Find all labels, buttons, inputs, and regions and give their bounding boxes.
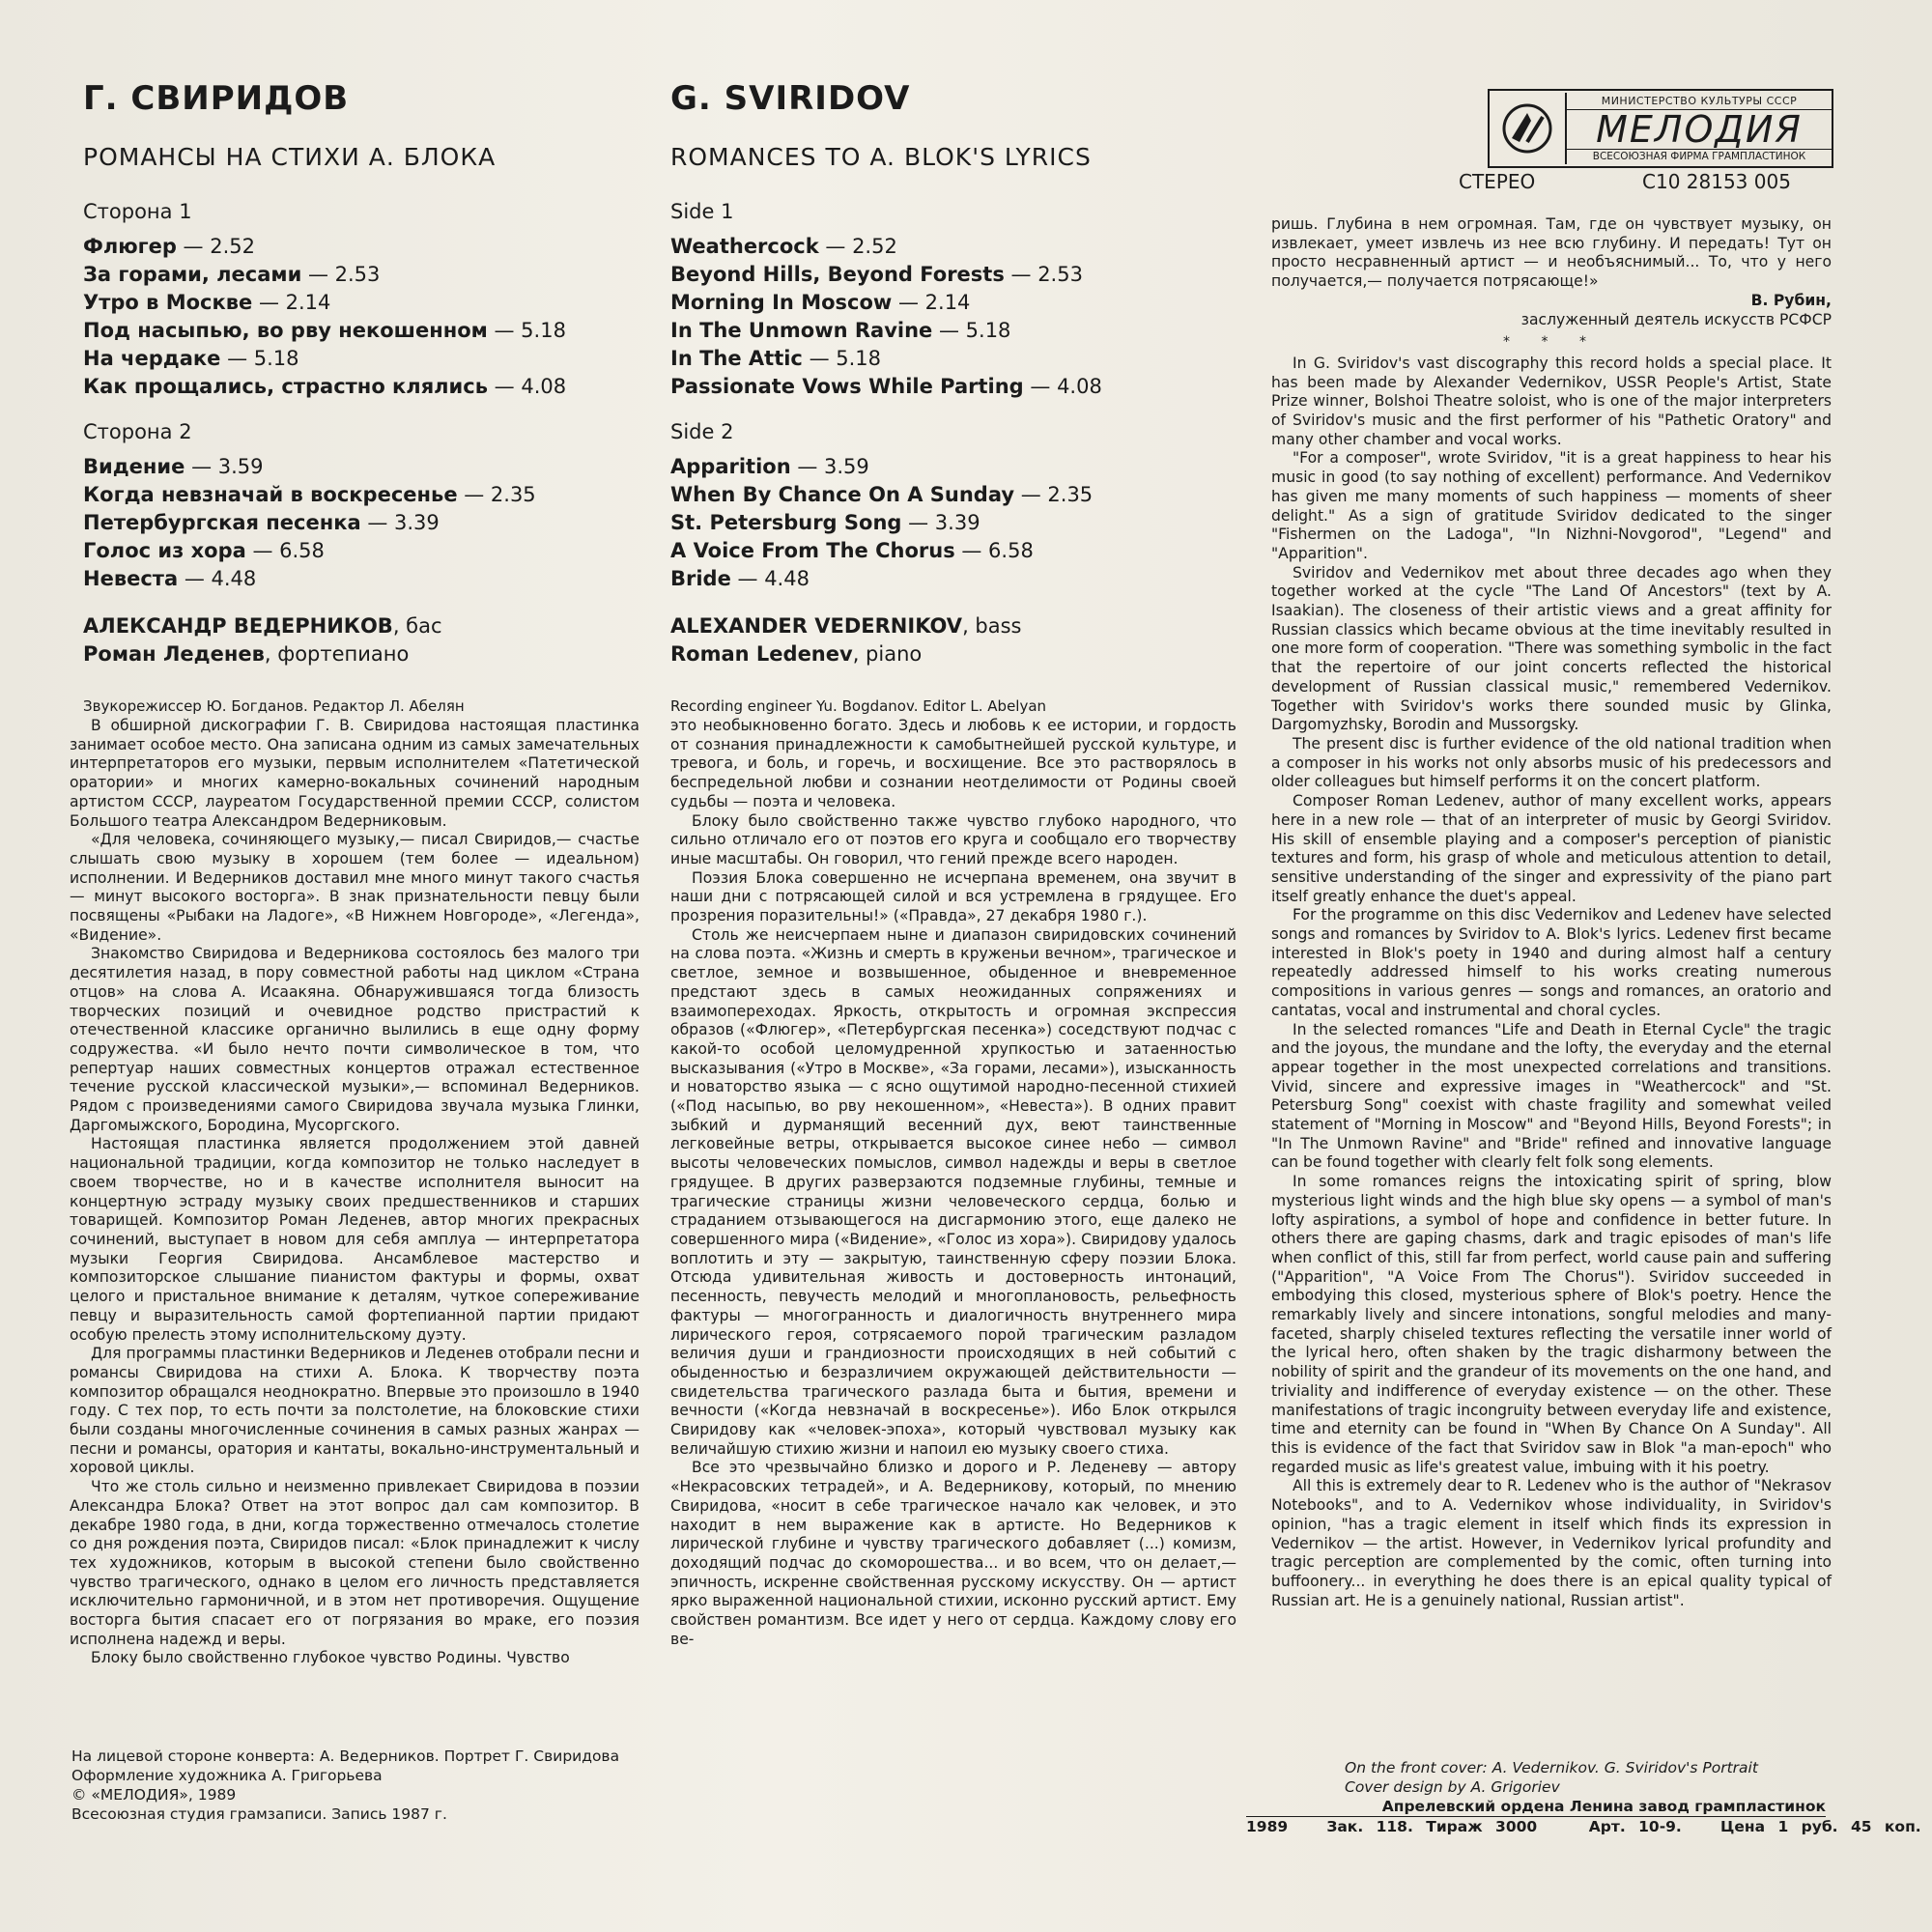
- catalog-number: С10 28153 005: [1642, 170, 1791, 193]
- track: Passionate Vows While Parting — 4.08: [670, 375, 1102, 398]
- track: Как прощались, страстно клялись — 4.08: [83, 375, 567, 398]
- paragraph: В обширной дискографии Г. В. Свиридова настоящая пластинка занимает особое место. Она записана одним из самых замечательных интерпретаторов его музыки, первым исполнителем «Патетической оратории» и многих камерно-вокальных сочинений народным артистом СССР, лауреатом Государственной премии СССР, солистом Большого театра Александром Ведерниковым.: [70, 717, 639, 830]
- paragraph: Все это чрезвычайно близко и дорого и Р. Леденеву — автору «Некрасовских тетрадей», и А. Ведерникову, который, по мнению Свиридова, «носит в себе трагическое начало как человек, и это находит в нем выражение как в артисте. Но Ведерников к лирической глубине и чувству трагического добавляет (...) комизм, доходящий подчас до скоморошества... и во всем, что он делает,— эпичность, искренне свойственная русскому искусству. Он — артист ярко выраженной национальной стихии, исконно русский артист. Ему свойствен романтизм. Все идет у него от сердца. Каждому слову его ве-: [670, 1459, 1236, 1648]
- side1-label-en: Side 1: [670, 200, 734, 223]
- track: Beyond Hills, Beyond Forests — 2.53: [670, 263, 1083, 286]
- paragraph: ришь. Глубина в нем огромная. Там, где он чувствует музыку, он извлекает, умеет извлечь из нее всю глубину. И передать! Тут он просто несравненный артист — и необъяснимый... То, что у него получается,— получается потрясающе!»: [1271, 215, 1832, 291]
- signature: [1271, 292, 1832, 329]
- paragraph: Для программы пластинки Ведерников и Леденев отобрали песни и романсы Свиридова на стихи А. Блока. К творчеству поэта композитор обращался неоднократно. Впервые это произошло в 1940 году. С тех пор, то есть почти за полстолетие, на блоковские стихи были созданы многочисленные сочинения в самых разных жанрах — песни и романсы, оратория и кантаты, вокально-инструментальный и хоровой циклы.: [70, 1345, 639, 1477]
- paragraph: Что же столь сильно и неизменно привлекает Свиридова в поэзии Александра Блока? Ответ на этот вопрос дал сам композитор. В декабре 1980 года, в дни, когда торжественно отмечалось столетие со дня рождения поэта, Свиридов писал: «Блок принадлежит к числу тех художников, которым в высокой степени было свойственно чувство трагического, однако в целом его личность представляется исключительно гармоничной, и в этом нет противоречия. Ощущение восторга бытия спасает его от погрязания во мраке, его поэзия исполнена надежд и веры.: [70, 1478, 639, 1648]
- track: Apparition — 3.59: [670, 455, 869, 478]
- track: When By Chance On A Sunday — 2.35: [670, 483, 1094, 506]
- credit-en: Recording engineer Yu. Bogdanov. Editor L. Abelyan: [670, 697, 1047, 715]
- performers-en: ALEXANDER VEDERNIKOV, bass Roman Ledenev, piano: [670, 614, 1022, 666]
- track: Morning In Moscow — 2.14: [670, 291, 971, 314]
- paragraph: «Для человека, сочиняющего музыку,— писал Свиридов,— счастье слышать свою музыку в хорошем (тем более — идеальном) исполнении. И Ведерников доставил мне много минут такого счастья — минут высокого восторга». В знак признательности певцу были посвящены «Рыбаки на Ладоге», «В Нижнем Новгороде», «Легенда», «Видение».: [70, 831, 639, 944]
- signature-title: заслуженный деятель искусств РСФСР: [1520, 310, 1832, 328]
- track: Видение — 3.59: [83, 455, 264, 478]
- paragraph: Настоящая пластинка является продолжением этой давней национальной традиции, когда композитор не только наследует в своем творчестве, но и в качестве исполнителя выносит на концертную эстраду музыку своих предшественников и старших товарищей. Композитор Роман Леденев, автор многих прекрасных сочинений, выступает в новом для себя амплуа — интерпретатора музыки Георгия Свиридова. Ансамблевое мастерство и композиторское слышание пианистом фактуры и формы, охват целого и пристальное внимание к деталям, чуткое сопереживание певцу и выразительность самой фортепианной партии придают особую прелесть этому исполнительскому дуэту.: [70, 1135, 639, 1344]
- paragraph: All this is extremely dear to R. Ledenev who is the author of "Nekrasov Notebooks", and to A. Vedernikov whose individuality, in Sviridov's opinion, "has a tragic element in itself which finds its expression in Vedernikov — the artist. However, in Vedernikov lyrical profundity and tragic perception are complemented by the comic, often turning into buffoonery... in everything he does there is an epical quality typical of Russian art. He is a genuinely national, Russian artist".: [1271, 1477, 1832, 1609]
- firm-label: ВСЕСОЮЗНАЯ ФИРМА ГРАМПЛАСТИНОК: [1567, 149, 1832, 162]
- track: За горами, лесами — 2.53: [83, 263, 381, 286]
- print-info: [1246, 1797, 1921, 1836]
- composer-ru: Г. СВИРИДОВ: [83, 79, 350, 118]
- paragraph: In some romances reigns the intoxicating spirit of spring, blow mysterious light winds and the high blue sky opens — a symbol of man's lofty aspirations, a symbol of hope and confidence in better future. In others there are gaping chasms, dark and tragic episodes of man's life when conflict of this, still far from perfect, world cause pain and suffering ("Apparition", "A Voice From The Chorus"). Sviridov succeeded in embodying this closed, mysterious sphere of Blok's poetry. Hence the remarkably lively and sincere intonations, songful melodies and many-faceted, sharply chiseled textures reflecting the versatile inner world of the lyrical hero, often shaken by the tragic disharmony between the nobility of spirit and the grandeur of its movements on the one hand, and triviality and indifference of everyday existence — on the other. These manifestations of tragic incongruity between everyday life and existence, time and eternity can be found in "When By Chance On A Sunday". All this is evidence of the fact that Sviridov saw in Blok "a man-epoch" who regarded music as life's greatest value, imbuing with it his poetry.: [1271, 1173, 1832, 1476]
- footer-line: On the front cover: A. Vedernikov. G. Sviridov's Portrait: [1345, 1759, 1758, 1776]
- melodiya-logo: [1488, 89, 1833, 168]
- side1-label-ru: Сторона 1: [83, 200, 192, 223]
- title-en: ROMANCES TO A. BLOK'S LYRICS: [670, 143, 1092, 171]
- credit-ru: Звукорежиссер Ю. Богданов. Редактор Л. Абелян: [83, 697, 465, 715]
- notes-ru-column-2: [670, 717, 1236, 1649]
- english-tracklist: [670, 79, 1250, 715]
- footer-line: На лицевой стороне конверта: А. Ведерников. Портрет Г. Свиридова: [71, 1747, 620, 1765]
- track: Bride — 4.48: [670, 567, 810, 590]
- composer-en: G. SVIRIDOV: [670, 79, 911, 118]
- title-ru: РОМАНСЫ НА СТИХИ А. БЛОКА: [83, 143, 497, 171]
- footer-line: Cover design by A. Grigoriev: [1345, 1778, 1560, 1796]
- notes-column-3: [1271, 215, 1832, 1610]
- side2-tracks-ru: [83, 453, 643, 593]
- track: Утро в Москве — 2.14: [83, 291, 331, 314]
- paragraph: Столь же неисчерпаем ныне и диапазон свиридовских сочинений на слова поэта. «Жизнь и смерть в круженьи вечном», трагическое и светлое, земное и возвышенное, обыденное и вневременное предстают здесь в самых неожиданных сопряжениях и взаимопереходах. Яркость, открытость и огромная экспрессия образов («Флюгер», «Петербургская песенка») соседствуют подчас с какой-то особой целомудренной хрупкостью и затаенностью высказывания («Утро в Москве», «За горами, лесами»), изысканность и новаторство языка — с ясно ощутимой народно-песенной стихией («Под насыпью, во рву некошенном», «Невеста»). В одних правит зыбкий и дурманящий весенний дух, веют таинственные легковейные ветры, открывается высокое синее небо — символ высоты человеческих помыслов, символ надежды и веры в светлое грядущее. В других разверзаются подземные глубины, темные и трагические страницы жизни человеческого сердца, болью и страданием отзывающегося на дисгармонию этого, еще далеко не совершенного мира («Видение», «Голос из хора»). Свиридову удалось воплотить и эту — закрытую, таинственную сферу поэзии Блока. Отсюда удивительная живость и достоверность интонаций, песенность, певучесть мелодий и многоплановость, рельефность фактуры — многогранность и диалогичность внутреннего мира лирического героя, сотрясаемого порой трагическим разладом величия души и грандиозности происходящих в ней событий с обыденностью и безразличием окружающей действительности — свидетельства трагического разлада быта и бытия, времени и вечности («Когда невзначай в воскресенье»). Ибо Блок открылся Свиридову как «человек-эпоха», который чувствовал музыку как величайшую стихию жизни и напоил ею музыку своего стиха.: [670, 925, 1236, 1458]
- footer-line: © «МЕЛОДИЯ», 1989: [71, 1786, 237, 1804]
- track: Голос из хора — 6.58: [83, 539, 325, 562]
- russian-tracklist: [83, 79, 643, 715]
- track: Петербургская песенка — 3.39: [83, 511, 440, 534]
- footer-line: Оформление художника А. Григорьева: [71, 1767, 383, 1784]
- performers-ru: АЛЕКСАНДР ВЕДЕРНИКОВ, бас Роман Леденев, фортепиано: [83, 614, 442, 666]
- side1-tracks-ru: [83, 233, 643, 401]
- track: In The Unmown Ravine — 5.18: [670, 319, 1011, 342]
- track: In The Attic — 5.18: [670, 347, 881, 370]
- notes-ru-column-1: [70, 717, 639, 1668]
- paragraph: Блоку было свойственно глубокое чувство Родины. Чувство: [91, 1649, 570, 1667]
- footer-credits-en: [1345, 1758, 1758, 1797]
- paragraph: In the selected romances "Life and Death in Eternal Cycle" the tragic and the joyous, the mundane and the lofty, the everyday and the eternal appear together in the most unexpected correlations and transitions. Vivid, sincere and expressive images in "Weathercock" and "St. Petersburg Song" coexist with chaste fragility and somewhat veiled statement of "Morning in Moscow" and "Beyond Hills, Beyond Forests"; in "In The Unmown Ravine" and "Bride" refined and innovative language can be found together with clearly felt folk song elements.: [1271, 1020, 1832, 1172]
- print-details: 1989 Зак. 118. Тираж 3000 Арт. 10-9. Цена 1 руб. 45 коп.: [1246, 1818, 1921, 1835]
- signature-name: В. Рубин,: [1750, 291, 1832, 309]
- paragraph: Блоку было свойственно также чувство глубоко народного, что сильно отличало его от поэтов его круга и сообщало его творчеству иные масштабы. Он говорил, что гений прежде всего народен.: [670, 811, 1236, 867]
- side1-tracks-en: [670, 233, 1250, 401]
- section-divider: * * *: [1503, 334, 1600, 351]
- track: St. Petersburg Song — 3.39: [670, 511, 980, 534]
- paragraph: Знакомство Свиридова и Ведерникова состоялось без малого три десятилетия назад, в пору совместной работы над циклом «Страна отцов» на слова А. Исаакяна. Обнаружившаяся тогда близость творческих позиций и очевидное родство пристрастий к отечественной классике органично вылились в еще одну форму содружества. «И было нечто почти символическое в том, что репертуар наших совместных концертов отражал естественное течение русской классической музыки»,— вспоминал Ведерников. Рядом с произведениями самого Свиридова звучала музыка Глинки, Даргомыжского, Бородина, Мусоргского.: [70, 945, 639, 1134]
- footer-line: Всесоюзная студия грамзаписи. Запись 1987 г.: [71, 1805, 447, 1823]
- track: Под насыпью, во рву некошенном — 5.18: [83, 319, 566, 342]
- track: Когда невзначай в воскресенье — 2.35: [83, 483, 536, 506]
- side2-label-ru: Сторона 2: [83, 420, 192, 443]
- ministry-label: МИНИСТЕРСТВО КУЛЬТУРЫ СССР: [1567, 95, 1832, 110]
- paragraph: In G. Sviridov's vast discography this record holds a special place. It has been made by Alexander Vedernikov, USSR People's Artist, State Prize winner, Bolshoi Theatre soloist, who is one of the major interpreters of Sviridov's music and the first performer of his "Pathetic Oratory" and many other chamber and vocal works.: [1271, 354, 1832, 448]
- stereo-label: СТЕРЕО: [1459, 170, 1536, 193]
- melodiya-emblem-icon: [1490, 93, 1567, 164]
- paragraph: For the programme on this disc Vedernikov and Ledenev have selected songs and romances by Sviridov to A. Blok's lyrics. Ledenev first became interested in Blok's poety in 1940 and during almost half a century repeatedly addressed himself to his works creating numerous compositions in various genres — songs and romances, an oratorio and cantatas, vocal and instrumental and choral cycles.: [1271, 906, 1832, 1019]
- paragraph: The present disc is further evidence of the old national tradition when a composer in his works not only absorbs music of his predecessors and older colleagues but himself performs it on the concert platform.: [1271, 734, 1832, 791]
- track: Невеста — 4.48: [83, 567, 257, 590]
- side2-label-en: Side 2: [670, 420, 734, 443]
- track: На чердаке — 5.18: [83, 347, 299, 370]
- track: A Voice From The Chorus — 6.58: [670, 539, 1034, 562]
- factory-name: Апрелевский ордена Ленина завод грампластинок: [1246, 1797, 1826, 1817]
- track: Флюгер — 2.52: [83, 235, 255, 258]
- paragraph: "For a composer", wrote Sviridov, "it is a great happiness to hear his music in good (to say nothing of excellent) performance. And Vedernikov has given me many moments of such happiness — moments of sheer delight." As a sign of gratitude Sviridov dedicated to the singer "Fishermen on the Ladoga", "In Nizhni-Novgorod", "Legend" and "Apparition".: [1271, 449, 1832, 562]
- side2-tracks-en: [670, 453, 1250, 593]
- paragraph: это необыкновенно богато. Здесь и любовь к ее истории, и гордость от сознания принадлежности к самобытнейшей русской культуре, и тревога, и боль, и горечь, и восхищение. Все это растворялось в беспредельной любви и сознании неотделимости от Родины своей судьбы — поэта и человека.: [670, 717, 1236, 810]
- paragraph: Поэзия Блока совершенно не исчерпана временем, она звучит в наши дни с потрясающей силой и вся устремлена в грядущее. Его прозрения поразительны!» («Правда», 27 декабря 1980 г.).: [670, 868, 1236, 925]
- paragraph: Composer Roman Ledenev, author of many excellent works, appears here in a new role — that of an interpreter of music by Georgi Sviridov. His skill of ensemble playing and a composer's perception of pianistic textures and form, his grasp of whole and meticulous attention to detail, sensitive understanding of the singer and expressivity of the piano part itself greatly enhance the duet's appeal.: [1271, 792, 1832, 905]
- track: Weathercock — 2.52: [670, 235, 897, 258]
- paragraph: Sviridov and Vedernikov met about three decades ago when they together worked at the cycle "The Land Of Ancestors" (text by A. Isaakian). The closeness of their artistic views and a great affinity for Russian classics which became obvious at the time inevitably resulted in one more form of cooperation. "There was something symbolic in the fact that the repertoire of our joint concerts reflected the historical development of Russian classical music," remembered Vedernikov. Together with Sviridov's works there sounded music by Glinka, Dargomyzhsky, Borodin and Mussorgsky.: [1271, 563, 1832, 734]
- footer-credits-ru: [71, 1747, 619, 1824]
- brand-name: МЕЛОДИЯ: [1596, 108, 1803, 151]
